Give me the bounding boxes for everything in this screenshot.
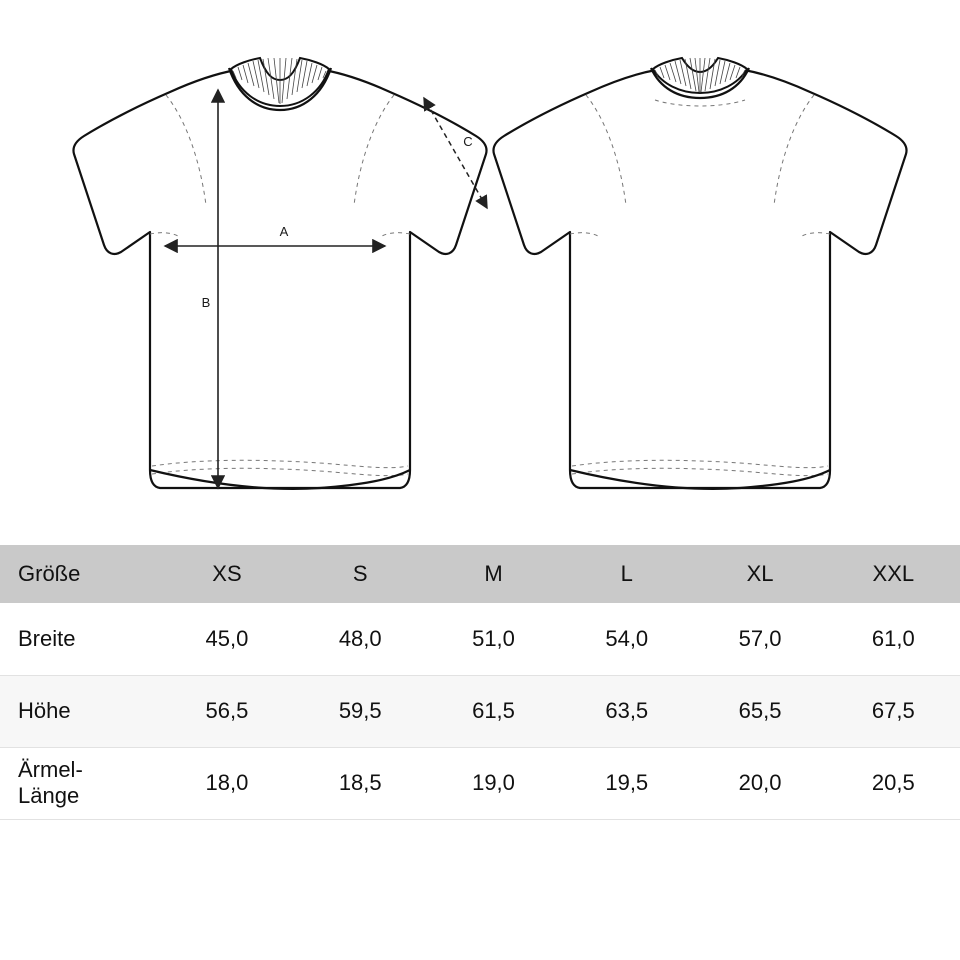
bottom-spacer xyxy=(0,820,960,940)
cell-aermel-xxl: 20,5 xyxy=(827,747,960,819)
header-cell-xl: XL xyxy=(693,545,826,603)
cell-breite-xl: 57,0 xyxy=(693,603,826,675)
cell-breite-xs: 45,0 xyxy=(160,603,293,675)
cell-hoehe-xs: 56,5 xyxy=(160,675,293,747)
cell-breite-xxl: 61,0 xyxy=(827,603,960,675)
cell-aermel-m: 19,0 xyxy=(427,747,560,819)
row-label-breite: Breite xyxy=(0,603,160,675)
measure-b-label: B xyxy=(201,295,211,310)
row-label-aermel-laenge xyxy=(0,747,160,819)
cell-aermel-xs: 18,0 xyxy=(160,747,293,819)
measure-a-label: A xyxy=(279,224,289,239)
header-cell-xs: XS xyxy=(160,545,293,603)
row-label-line2: Länge xyxy=(18,783,80,808)
cell-breite-l: 54,0 xyxy=(560,603,693,675)
tshirt-front xyxy=(73,70,486,488)
cell-hoehe-xxl: 67,5 xyxy=(827,675,960,747)
cell-aermel-l: 19,5 xyxy=(560,747,693,819)
row-label-hoehe: Höhe xyxy=(0,675,160,747)
size-table xyxy=(0,545,960,820)
header-cell-s: S xyxy=(294,545,427,603)
cell-hoehe-xl: 65,5 xyxy=(693,675,826,747)
cell-aermel-xl: 20,0 xyxy=(693,747,826,819)
table-header-row xyxy=(0,545,960,603)
header-cell-size: Größe xyxy=(0,545,160,603)
tshirt-back xyxy=(493,70,906,488)
cell-breite-m: 51,0 xyxy=(427,603,560,675)
cell-hoehe-m: 61,5 xyxy=(427,675,560,747)
header-cell-l: L xyxy=(560,545,693,603)
header-cell-m: M xyxy=(427,545,560,603)
row-label-line1: Ärmel- xyxy=(18,757,83,783)
cell-aermel-s: 18,5 xyxy=(294,747,427,819)
cell-hoehe-l: 63,5 xyxy=(560,675,693,747)
table-row xyxy=(0,675,960,747)
cell-hoehe-s: 59,5 xyxy=(294,675,427,747)
header-cell-xxl: XXL xyxy=(827,545,960,603)
table-row xyxy=(0,747,960,819)
cell-breite-s: 48,0 xyxy=(294,603,427,675)
table-row xyxy=(0,603,960,675)
measure-c-label: C xyxy=(463,134,473,149)
